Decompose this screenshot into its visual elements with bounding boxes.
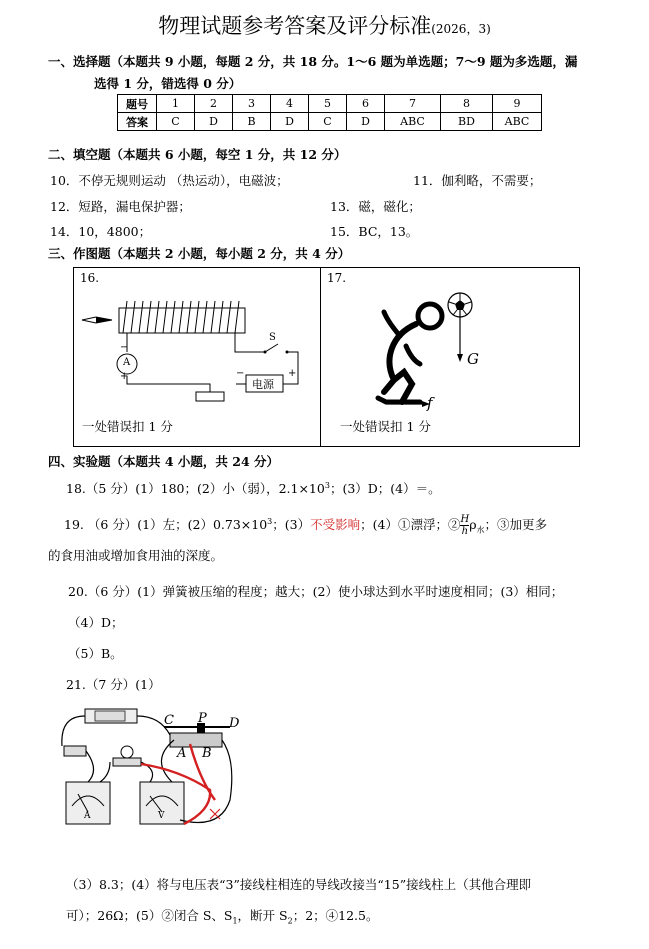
q18-exponent: 3: [324, 480, 330, 490]
voltmeter-device-label: V: [158, 811, 165, 821]
q21-sub1: 1: [232, 916, 238, 926]
section4-heading: 四、实验题（本题共 4 小题，共 24 分）: [48, 454, 280, 469]
q19-frac-den: h: [461, 526, 469, 537]
q18-text-a: 18.（5 分）(1）180；(2）小（弱），2.1×10: [66, 481, 325, 496]
error-mark-icon: [210, 809, 220, 819]
table-cell: ABC: [493, 113, 542, 131]
player-head: [418, 304, 442, 328]
switch-pivot: [264, 351, 267, 354]
table-cell: 5: [309, 95, 347, 113]
lamp-base: [113, 758, 141, 766]
switch-contact: [286, 351, 289, 354]
q19-exponent: 3: [267, 516, 273, 526]
wire: [127, 376, 210, 392]
solenoid-coils: [123, 301, 239, 333]
section2-heading: 二、填空题（本题共 6 小题，每空 1 分，共 12 分）: [48, 147, 347, 162]
q19-text-d: ；③加更多: [484, 517, 548, 532]
table-cell: D: [347, 113, 385, 131]
title-text: 物理试题参考答案及评分标准: [158, 14, 432, 38]
q19-red-answer: 不受影响: [310, 517, 361, 532]
player-arm: [406, 346, 420, 364]
q21-line3: [66, 906, 378, 926]
player-arm: [384, 312, 400, 336]
ammeter-device-label: A: [84, 811, 91, 821]
q19-text-b: ；(3）: [272, 517, 311, 532]
table-cell: 6: [347, 95, 385, 113]
slide-rheostat: [170, 733, 222, 747]
q21-sub2: 2: [287, 916, 293, 926]
player-foot: [378, 398, 420, 402]
q18-text-b: ；(3）D；(4）＝。: [329, 481, 441, 496]
ball-center: [458, 303, 462, 307]
gravity-arrowhead: [457, 354, 463, 362]
circuit-switch: [64, 746, 86, 756]
power-minus: −: [236, 368, 245, 379]
q21-letter-b: B: [202, 746, 212, 761]
power-plus: +: [288, 368, 297, 379]
q19-frac-num: H: [460, 514, 470, 525]
friction-label: f: [427, 394, 433, 412]
q19-text-a: 19. （6 分）(1）左；(2）0.73×10: [64, 517, 268, 532]
compass-needle-dark: [96, 317, 112, 323]
q21-line3-b: ，断开 S: [237, 908, 288, 923]
table-cell: B: [233, 113, 271, 131]
table-header-answer: 答案: [118, 113, 157, 131]
q20-line3: （5）B。: [68, 646, 123, 661]
q21-line2: （3）8.3；(4）将与电压表“3”接线柱相连的导线改接当“15”接线柱上（其他合理即: [66, 877, 532, 892]
answer-q12: 12．短路，漏电保护器；: [50, 199, 191, 214]
q21-letter-p: P: [198, 711, 207, 726]
table-cell: 2: [195, 95, 233, 113]
answer-q18: [66, 479, 441, 497]
player-diagram: [378, 293, 472, 407]
player-leg: [394, 372, 412, 402]
answer-q19: [64, 514, 547, 537]
rheostat: [196, 392, 224, 401]
q21-line3-c: ；2；④12.5。: [292, 908, 379, 923]
table-cell: 8: [441, 95, 493, 113]
answer-q11: 11．伽利略，不需要；: [413, 173, 542, 188]
table-header-number: 题号: [118, 95, 157, 113]
q19-water: 水: [476, 525, 485, 535]
q17-label: 17.: [327, 271, 347, 285]
table-cell: 7: [385, 95, 441, 113]
switch-label: S: [269, 332, 276, 343]
power-label: 电源: [252, 378, 274, 391]
answer-q14: 14．10，4800；: [50, 224, 152, 239]
section3-heading: 三、作图题（本题共 2 小题，每小题 2 分，共 4 分）: [48, 246, 351, 261]
q21-line1: 21.（7 分）(1）: [66, 677, 161, 692]
table-cell: 4: [271, 95, 309, 113]
answer-q13: 13．磁，磁化；: [330, 199, 421, 214]
table-cell: ABC: [385, 113, 441, 131]
table-cell: 1: [157, 95, 195, 113]
battery-cell: [95, 711, 125, 721]
q21-letter-c: C: [164, 713, 174, 728]
ammeter-minus: −: [120, 342, 129, 353]
q21-letter-a: A: [177, 746, 187, 761]
lamp-icon: [121, 746, 133, 758]
section1-line2: 选得 1 分，错选得 0 分）: [94, 76, 242, 91]
q16-label: 16.: [80, 271, 100, 285]
table-cell: C: [157, 113, 195, 131]
answer-q15: 15．BC，13。: [330, 224, 419, 239]
ammeter-label: A: [123, 357, 131, 368]
table-cell: BD: [441, 113, 493, 131]
experiment-circuit: [62, 709, 232, 824]
section1-line1: 一、选择题（本题共 9 小题，每题 2 分，共 18 分。1～6 题为单选题；7～9 题为多选题，漏: [48, 54, 578, 69]
q20-line1: 20.（6 分）(1）弹簧被压缩的程度；越大；(2）使小球达到水平时速度相同；(3）相同；: [68, 584, 564, 599]
q17-note: 一处错误扣 1 分: [340, 419, 431, 434]
answer-q10: 10．不停无规则运动 （热运动），电磁波；: [50, 173, 289, 188]
table-cell: C: [309, 113, 347, 131]
q21-line3-a: 可）；26Ω；(5）②闭合 S、S: [66, 908, 233, 923]
q16-note: 一处错误扣 1 分: [82, 419, 173, 434]
table-cell: D: [271, 113, 309, 131]
title-year: (2026，3): [431, 22, 491, 36]
table-cell: 3: [233, 95, 271, 113]
q19-line2: 的食用油或增加食用油的深度。: [48, 548, 224, 563]
q19-text-c: ；(4）①漂浮；②: [360, 517, 461, 532]
table-cell: 9: [493, 95, 542, 113]
q21-letter-d: D: [229, 716, 240, 731]
table-cell: D: [195, 113, 233, 131]
q19-rho: ρ: [469, 517, 477, 532]
ammeter-plus: +: [120, 371, 129, 382]
gravity-label: G: [467, 350, 479, 368]
q19-fraction: [460, 514, 469, 537]
q20-line2: （4）D；: [68, 615, 124, 630]
